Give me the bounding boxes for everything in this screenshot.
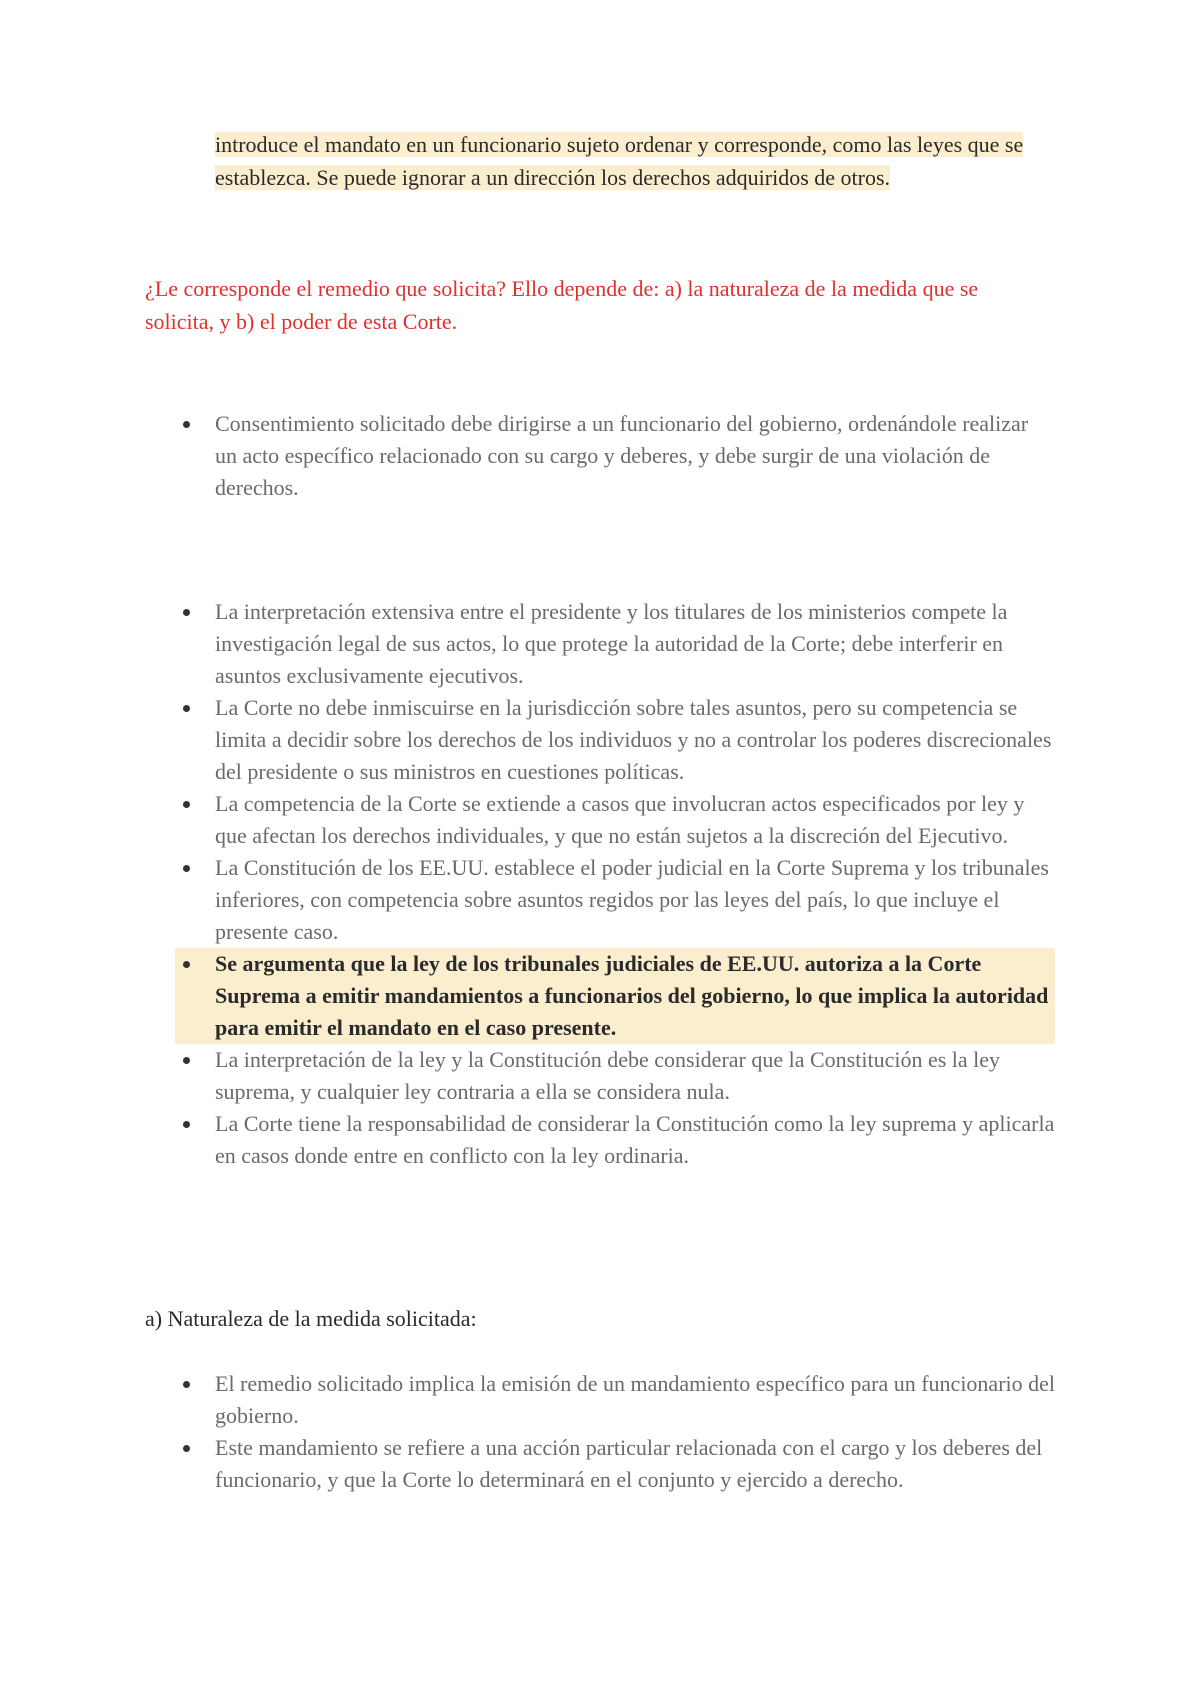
intro-paragraph-text: introduce el mandato en un funcionario sujeto ordenar y corresponde, como las leyes que se establezca. Se puede ignorar a un dirección los derechos adquiridos de otros. [215, 132, 1024, 190]
bullet-icon [183, 801, 190, 808]
intro-paragraph [215, 128, 1035, 194]
list-item: Consentimiento solicitado debe dirigirse a un funcionario del gobierno, ordenándole realizar un acto específico relacionado con su cargo y deberes, y debe surgir de una violación de derechos. [175, 408, 1055, 504]
bullet-list-3 [175, 1368, 1055, 1496]
bullet-icon [183, 1057, 190, 1064]
question-heading [145, 272, 1045, 338]
bullet-icon [183, 961, 190, 968]
list-item-highlighted: Se argumenta que la ley de los tribunales judiciales de EE.UU. autoriza a la Corte Suprema a emitir mandamientos a funcionarios del gobierno, lo que implica la autoridad para emitir el mandato en el caso presente. [175, 948, 1055, 1044]
bullet-icon [183, 1121, 190, 1128]
list-item: Este mandamiento se refiere a una acción particular relacionada con el cargo y los deberes del funcionario, y que la Corte lo determinará en el conjunto y ejercido a derecho. [175, 1432, 1055, 1496]
bullet-icon [183, 421, 190, 428]
list-item: La Constitución de los EE.UU. establece el poder judicial en la Corte Suprema y los tribunales inferiores, con competencia sobre asuntos regidos por las leyes del país, lo que incluye el presente caso. [175, 852, 1055, 948]
list-item: La competencia de la Corte se extiende a casos que involucran actos especificados por ley y que afectan los derechos individuales, y que no están sujetos a la discreción del Ejecutivo. [175, 788, 1055, 852]
bullet-icon [183, 705, 190, 712]
list-item: La Corte tiene la responsabilidad de considerar la Constitución como la ley suprema y aplicarla en casos donde entre en conflicto con la ley ordinaria. [175, 1108, 1055, 1172]
list-item: El remedio solicitado implica la emisión de un mandamiento específico para un funcionario del gobierno. [175, 1368, 1055, 1432]
section-heading [145, 1302, 477, 1335]
bullet-icon [183, 609, 190, 616]
bullet-icon [183, 1381, 190, 1388]
question-text: ¿Le corresponde el remedio que solicita? Ello depende de: a) la naturaleza de la medida que se solicita, y b) el poder de esta Corte. [145, 276, 979, 334]
bullet-list-2 [175, 596, 1055, 1172]
bullet-icon [183, 865, 190, 872]
section-heading-text: a) Naturaleza de la medida solicitada: [145, 1306, 477, 1331]
bullet-icon [183, 1445, 190, 1452]
list-item: La interpretación extensiva entre el presidente y los titulares de los ministerios compete la investigación legal de sus actos, lo que protege la autoridad de la Corte; debe interferir en asuntos exclusivamente ejecutivos. [175, 596, 1055, 692]
list-item: La interpretación de la ley y la Constitución debe considerar que la Constitución es la ley suprema, y cualquier ley contraria a ella se considera nula. [175, 1044, 1055, 1108]
list-item: La Corte no debe inmiscuirse en la jurisdicción sobre tales asuntos, pero su competencia se limita a decidir sobre los derechos de los individuos y no a controlar los poderes discrecionales del presidente o sus ministros en cuestiones políticas. [175, 692, 1055, 788]
bullet-list-1 [175, 408, 1055, 504]
